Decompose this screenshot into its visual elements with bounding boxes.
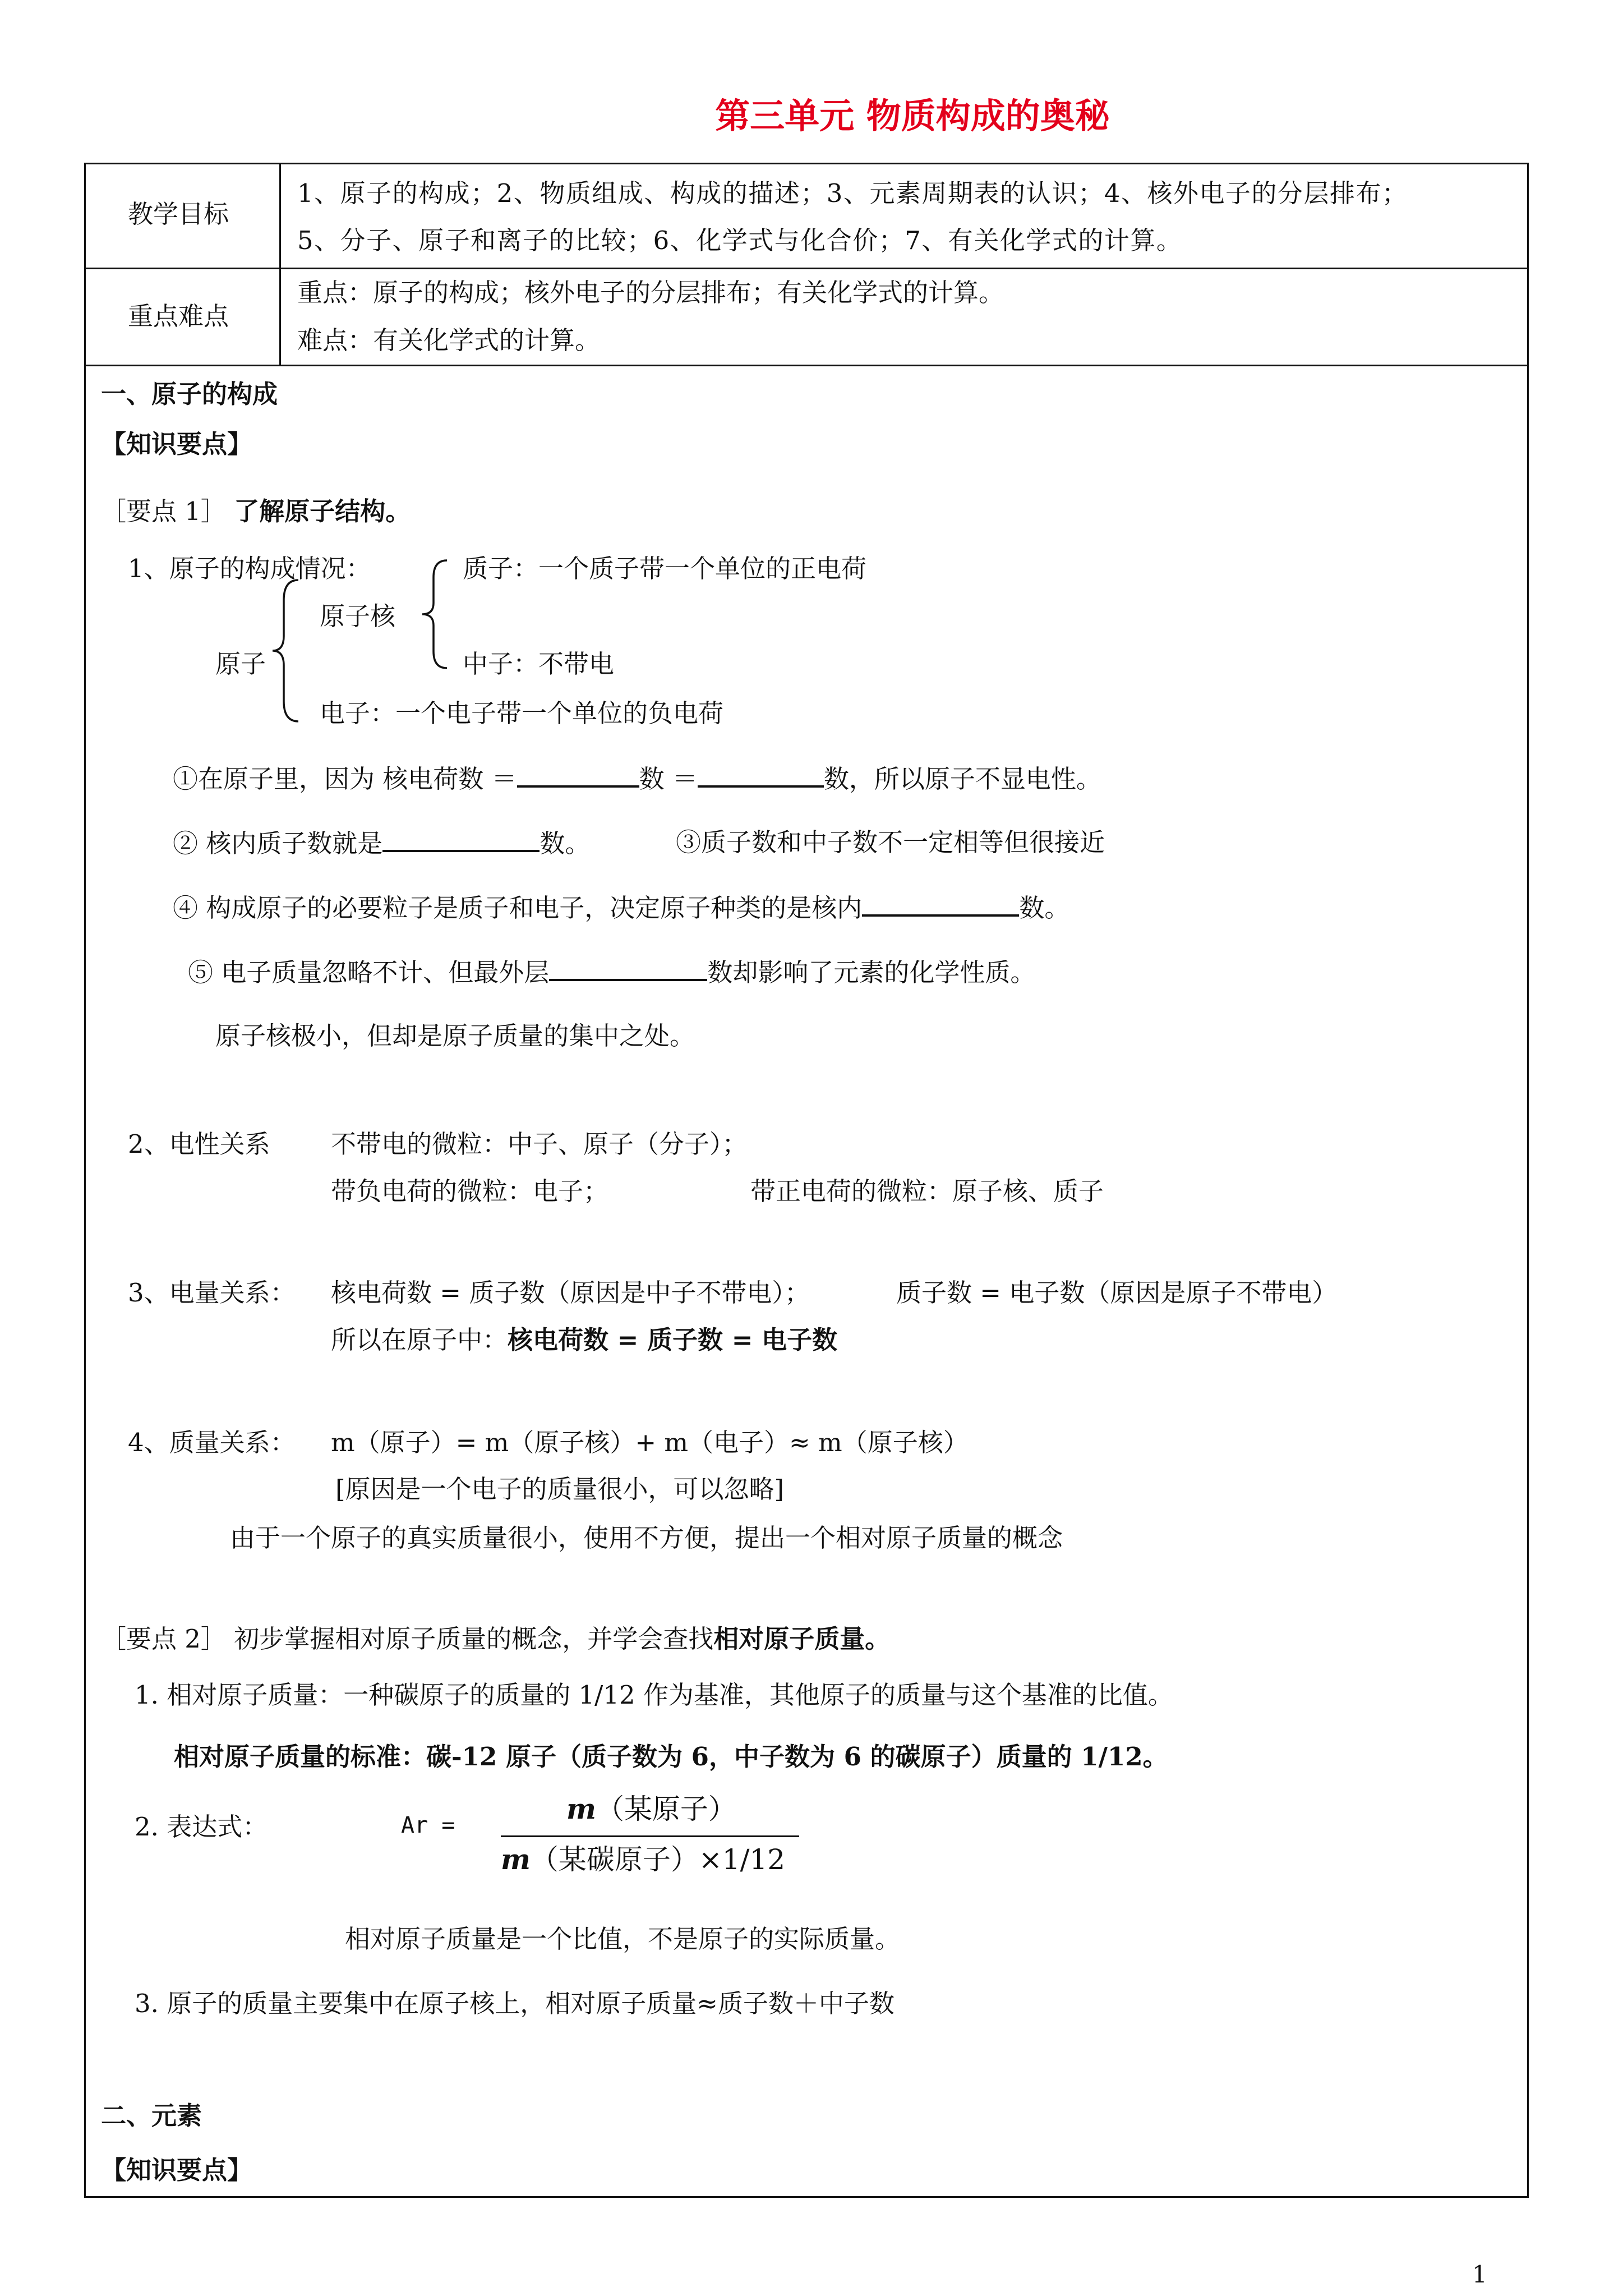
row-divider-2 [84, 365, 1529, 366]
note-1-part-a: ①在原子里，因为 核电荷数 ＝ [173, 764, 517, 794]
note-6: 原子核极小，但却是原子质量的集中之处。 [215, 1021, 695, 1051]
label-teaching-goals: 教学目标 [128, 199, 229, 229]
inner-brace-icon [418, 558, 451, 670]
fraction-bar [501, 1835, 799, 1837]
electric-relation-b: 带负电荷的微粒：电子； [331, 1176, 609, 1206]
blank-5[interactable] [549, 956, 707, 981]
ratio-note: 相对原子质量是一个比值，不是原子的实际质量。 [345, 1924, 901, 1954]
charge-relation-b: 质子数 = 电子数（原因是原子不带电） [896, 1278, 1338, 1308]
electric-relation-label: 2、电性关系 [128, 1129, 270, 1159]
point2-title: 初步掌握相对原子质量的概念，并学会查找 [234, 1624, 714, 1654]
point2-bracket: ［要点 2］ [101, 1624, 226, 1654]
point1-bracket: ［要点 1］ [101, 496, 226, 526]
point2-title-bold: 相对原子质量。 [713, 1624, 891, 1654]
blank-1[interactable] [517, 763, 639, 788]
charge-relation-a: 核电荷数 = 质子数（原因是中子不带电）； [331, 1278, 810, 1308]
row-divider-1 [84, 268, 1529, 269]
charge-relation-c-bold: 核电荷数 = 质子数 = 电子数 [508, 1325, 838, 1355]
key-point-line: 重点：原子的构成；核外电子的分层排布；有关化学式的计算。 [297, 278, 1004, 307]
point1-heading [101, 496, 411, 527]
goals-line-1: 1、原子的构成；2、物质组成、构成的描述；3、元素周期表的认识；4、核外电子的分层排布； [297, 178, 1408, 208]
relative-mass-standard: 相对原子质量的标准：碳-12 原子（质子数为 6，中子数为 6 的碳原子）质量的 1/12。 [174, 1742, 1168, 1772]
point1-title: 了解原子结构。 [234, 496, 411, 526]
label-key-points: 重点难点 [128, 301, 229, 331]
electric-relation-c: 带正电荷的微粒：原子核、质子 [750, 1176, 1104, 1206]
electron-description: 电子：一个电子带一个单位的负电荷 [320, 698, 724, 728]
denominator-m: m [501, 1843, 531, 1876]
blank-4[interactable] [862, 892, 1019, 917]
page-number: 1 [1472, 2261, 1487, 2288]
charge-relation-c-prefix: 所以在原子中： [331, 1325, 508, 1355]
note-1 [173, 763, 1101, 794]
page-title: 第三单元 物质构成的奥秘 [715, 95, 1110, 136]
numerator-m: m [566, 1792, 596, 1825]
note-5-part-b: 数却影响了元素的化学性质。 [707, 958, 1036, 987]
blank-3[interactable] [382, 827, 540, 852]
formula-numerator [566, 1792, 736, 1826]
note-4-part-a: ④ 构成原子的必要粒子是质子和电子，决定原子种类的是核内 [173, 893, 863, 923]
point2-heading [101, 1624, 890, 1654]
section-heading-element: 二、元素 [101, 2101, 202, 2131]
goals-line-2: 5、分子、原子和离子的比较；6、化学式与化合价；7、有关化学式的计算。 [297, 226, 1183, 255]
outer-brace-icon [269, 578, 303, 724]
neutron-description: 中子：不带电 [463, 649, 615, 679]
charge-relation-c [331, 1325, 837, 1355]
ar-symbol: Ar = [401, 1812, 455, 1838]
knowledge-points-heading-2: 【知识要点】 [101, 2155, 253, 2185]
mass-relation-a: m（原子）= m（原子核）+ m（电子）≈ m（原子核） [331, 1428, 969, 1457]
note-5 [188, 956, 1035, 988]
note-2-part-b: 数。 [540, 829, 591, 858]
note-1-part-c: 数，所以原子不显电性。 [823, 764, 1101, 794]
atom-label: 原子 [215, 649, 266, 679]
formula-denominator [501, 1843, 785, 1876]
electric-relation-a: 不带电的微粒：中子、原子（分子）； [331, 1129, 748, 1159]
knowledge-points-heading: 【知识要点】 [101, 429, 253, 459]
mass-relation-c: 由于一个原子的真实质量很小，使用不方便，提出一个相对原子质量的概念 [230, 1523, 1063, 1553]
mass-relation-label: 4、质量关系： [128, 1428, 296, 1457]
note-3: ③质子数和中子数不一定相等但很接近 [676, 827, 1105, 857]
note-2-part-a: ② 核内质子数就是 [173, 829, 383, 858]
note-4 [173, 892, 1069, 923]
column-divider [279, 163, 281, 365]
proton-description: 质子：一个质子带一个单位的正电荷 [463, 554, 867, 583]
charge-relation-label: 3、电量关系： [128, 1278, 296, 1308]
numerator-text: （某原子） [596, 1793, 736, 1825]
denominator-text: （某碳原子）×1/12 [530, 1843, 786, 1876]
note-2 [173, 827, 590, 859]
atom-structure-label: 1、原子的构成情况： [128, 554, 371, 583]
nucleus-label: 原子核 [320, 601, 396, 631]
mass-relation-b: [原因是一个电子的质量很小，可以忽略] [335, 1474, 785, 1504]
difficulty-line: 难点：有关化学式的计算。 [297, 325, 601, 355]
note-1-part-b: 数 ＝ [639, 764, 698, 794]
expression-label: 2. 表达式： [135, 1812, 268, 1842]
mass-concentration-note: 3. 原子的质量主要集中在原子核上，相对原子质量≈质子数＋中子数 [135, 1989, 895, 2018]
section-heading-atom: 一、原子的构成 [101, 379, 278, 409]
note-4-part-b: 数。 [1019, 893, 1070, 923]
note-5-part-a: ⑤ 电子质量忽略不计、但最外层 [188, 958, 550, 987]
blank-2[interactable] [698, 763, 824, 788]
relative-mass-definition: 1. 相对原子质量：一种碳原子的质量的 1/12 作为基准，其他原子的质量与这个基准的比值。 [135, 1680, 1173, 1710]
